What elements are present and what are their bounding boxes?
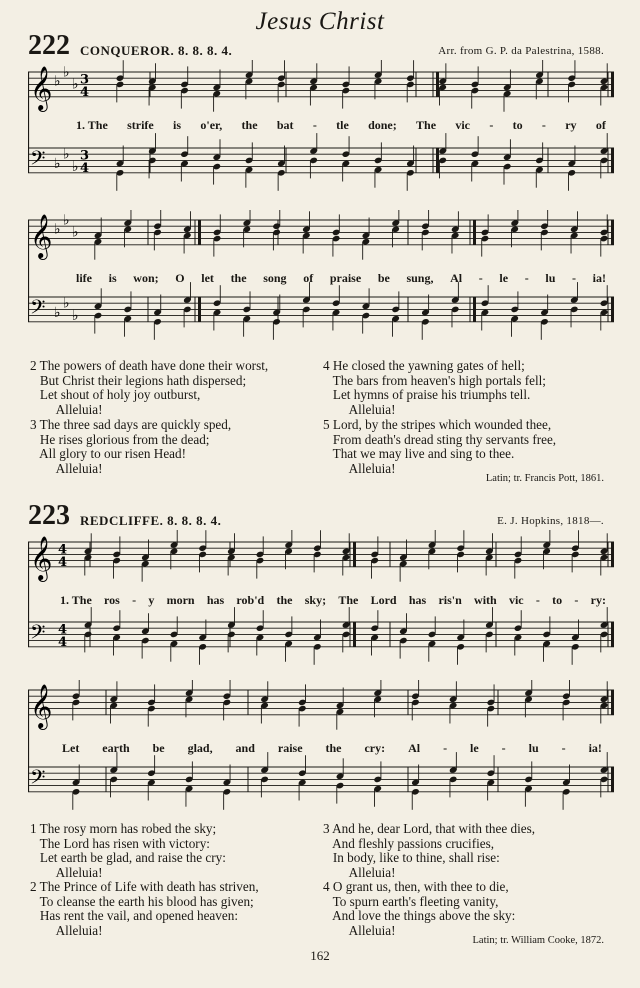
flat-icon: ♭ [72,76,79,93]
hymn-223-arranger: E. J. Hopkins, 1818—. [497,515,604,527]
lyric-syllable: - [478,271,483,285]
lyric-syllable: 1. The [76,118,108,132]
flat-icon: ♭ [54,73,61,90]
hymn-223-verse-3: 3 And he, dear Lord, that with thee dies, And fleshly passions crucifies, In body, like to thine, shall rise: Alleluia! [323,821,536,880]
lyric-syllable: O [175,271,185,285]
time-signature: 3 [80,72,90,88]
hymn-222-verse-3: 3 The three sad days are quickly sped, He rises glorious from the dead; All glory to our risen Head! Alleluia! [30,417,232,476]
lyric-syllable: le [499,271,509,285]
hymn-222-verse-2: 2 The powers of death have done their worst, But Christ their legions hath dispersed; Let shout of holy joy outburst, Alleluia! [30,358,269,417]
lyric-syllable: - [574,593,579,607]
lyric-syllable: has [408,593,427,607]
lyric-syllable: ros [104,593,120,607]
treble-clef-icon: 𝄞 [30,683,53,728]
bass-clef-icon: 𝄢 [30,146,46,175]
lyric-syllable: - [535,593,540,607]
time-signature: 4 [80,160,90,176]
lyric-syllable: vic [508,593,524,607]
hymn-222-lyrics-line-1 [76,118,606,133]
lyric-syllable: lu [528,741,539,755]
treble-clef-icon: 𝄞 [30,213,53,258]
flat-icon: ♭ [63,146,70,163]
flat-icon: ♭ [63,295,70,312]
hymn-223-credit: Latin; tr. William Cooke, 1872. [472,935,604,946]
bar-line [353,622,356,647]
lyric-syllable: Let [62,741,80,755]
lyric-syllable: cry: [364,741,386,755]
page-number: 162 [310,948,330,963]
hymn-222-verse-4: 4 He closed the yawning gates of hell; The bars from heaven's high portals fell; Let hymns of praise his triumphs tell. Alleluia! [323,358,546,417]
flat-icon: ♭ [72,224,79,241]
lyric-syllable: ia! [592,271,606,285]
lyric-syllable: Lord [370,593,397,607]
time-signature: 4 [80,84,90,100]
lyric-syllable: of [303,271,314,285]
hymn-222-verse-5: 5 Lord, by the stripes which wounded thee, From death's dread sting thy servants free, That we may live and sing to thee. Alleluia! [323,417,557,476]
bar-line [611,297,614,322]
bar-line [611,72,614,97]
lyric-syllable: 1. The [60,593,92,607]
lyric-syllable: be [152,741,165,755]
hymn-222-tune: CONQUEROR. 8. 8. 8. 4. [80,43,233,58]
lyric-syllable: of [595,118,606,132]
lyric-syllable: - [524,271,529,285]
lyric-syllable: The [416,118,437,132]
lyric-syllable: - [541,118,546,132]
lyric-syllable: Al [408,741,421,755]
lyric-syllable: raise [277,741,303,755]
lyric-syllable: song [263,271,287,285]
lyric-syllable: ry: [590,593,606,607]
time-signature: 3 [80,148,90,164]
treble-clef-icon: 𝄞 [30,535,53,580]
lyric-syllable: tle [336,118,349,132]
lyric-syllable: vic [455,118,471,132]
flat-icon: ♭ [63,64,70,81]
section-title: Jesus Christ [255,8,385,35]
lyric-syllable: is [173,118,182,132]
hymn-223-tune: REDCLIFFE. 8. 8. 8. 4. [80,513,222,528]
lyric-syllable: with [474,593,497,607]
bar-line [473,220,476,245]
lyric-syllable: - [561,741,566,755]
bar-line [611,148,614,173]
hymn-223-verse-1: 1 The rosy morn has robed the sky; The Lord has risen with victory: Let earth be glad, and raise the cry: Alleluia! [30,821,226,880]
bar-line [611,767,614,792]
time-signature: 4 [58,554,68,570]
lyric-syllable: bat [276,118,294,132]
bass-clef-icon: 𝄢 [30,295,46,324]
lyric-syllable: - [443,741,448,755]
lyric-syllable: - [501,741,506,755]
bar-line [611,542,614,567]
hymn-222-credit: Latin; tr. Francis Pott, 1861. [485,473,604,484]
flat-icon: ♭ [54,155,61,172]
lyric-syllable: let [201,271,214,285]
bass-clef-icon: 𝄢 [30,620,46,649]
lyric-syllable: the [276,593,293,607]
hymn-222-number: 222 [28,30,70,61]
bar-line [611,690,614,715]
lyric-syllable: - [132,593,137,607]
flat-icon: ♭ [54,304,61,321]
bar-line [198,220,201,245]
lyric-syllable: morn [166,593,195,607]
lyric-syllable: lu [545,271,556,285]
bar-line [611,622,614,647]
bar-line [198,297,201,322]
time-signature: 4 [58,542,68,558]
hymn-223-verse-2: 2 The Prince of Life with death has striven, To cleanse the earth his blood has given; Has rent the vail, and opened heaven: Alleluia! [30,879,259,938]
lyric-syllable: o'er, [200,118,223,132]
lyric-syllable: earth [102,741,130,755]
treble-clef-icon: 𝄞 [30,65,53,110]
lyric-syllable: won; [133,271,159,285]
lyric-syllable: to [552,593,563,607]
flat-icon: ♭ [72,158,79,175]
lyric-syllable: sky; [304,593,327,607]
bar-line [611,220,614,245]
lyric-syllable: - [312,118,317,132]
lyric-syllable: be [377,271,390,285]
lyric-syllable: the [325,741,342,755]
bar-line [353,542,356,567]
bar-line [436,148,439,173]
lyric-syllable: The [338,593,359,607]
lyric-syllable: ris'n [438,593,462,607]
hymn-223-lyrics-line-1 [60,593,606,608]
bar-line [436,72,439,97]
lyric-syllable: ry [565,118,577,132]
lyric-syllable: - [489,118,494,132]
lyric-syllable: rob'd [236,593,265,607]
lyric-syllable: strife [127,118,154,132]
lyric-syllable: ia! [588,741,602,755]
lyric-syllable: and [235,741,255,755]
lyric-syllable: is [108,271,117,285]
lyric-syllable: praise [329,271,362,285]
hymn-223-verse-4: 4 O grant us, then, with thee to die, To spurn earth's fleeting vanity, And love the things above the sky: Alleluia! [323,879,516,938]
lyric-syllable: to [512,118,523,132]
bar-line [473,297,476,322]
flat-icon: ♭ [72,307,79,324]
lyric-syllable: done; [368,118,397,132]
lyric-syllable: the [241,118,258,132]
hymn-223-lyrics-line-2 [62,741,602,756]
lyric-syllable: sung, [406,271,434,285]
hymn-223-number: 223 [28,500,70,531]
lyric-syllable: y [148,593,155,607]
flat-icon: ♭ [63,212,70,229]
lyric-syllable: has [206,593,225,607]
lyric-syllable: life [76,271,92,285]
lyric-syllable: the [230,271,247,285]
lyric-syllable: le [470,741,479,755]
lyric-syllable: - [572,271,577,285]
time-signature: 4 [58,634,68,650]
flat-icon: ♭ [54,221,61,238]
lyric-syllable: glad, [187,741,213,755]
hymn-222-arranger: Arr. from G. P. da Palestrina, 1588. [438,45,604,57]
lyric-syllable: Al [450,271,463,285]
hymn-222-lyrics-line-2 [76,271,606,286]
time-signature: 4 [58,622,68,638]
bass-clef-icon: 𝄢 [30,765,46,794]
